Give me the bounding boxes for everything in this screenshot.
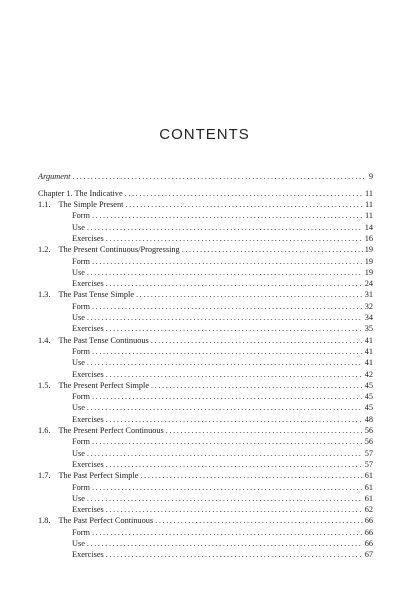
dot-leader — [92, 527, 363, 538]
dot-leader — [87, 267, 363, 278]
toc-subentry[interactable] — [38, 256, 373, 267]
toc-subentry[interactable] — [38, 222, 373, 233]
dot-leader — [106, 504, 363, 515]
toc-entry-label: The Present Perfect Continuous — [58, 426, 164, 436]
toc-entry-argument[interactable] — [38, 171, 373, 182]
toc-entry-label: Form — [72, 346, 90, 356]
toc-section-number: 1.2. — [38, 245, 51, 255]
dot-leader — [155, 515, 363, 526]
toc-subentry[interactable] — [38, 482, 373, 493]
toc-entry-chapter[interactable] — [38, 188, 373, 199]
toc-page-number: 19 — [364, 245, 373, 255]
toc-section-number: 1.7. — [38, 471, 51, 481]
toc-page-number: 41 — [364, 358, 373, 368]
toc-subentry[interactable] — [38, 369, 373, 380]
toc-page-number: 24 — [364, 279, 373, 289]
toc-section-entry[interactable] — [38, 515, 373, 526]
toc-entry-label: Chapter 1. The Indicative — [38, 188, 123, 198]
toc-entry-label: Form — [72, 301, 90, 311]
dot-leader — [106, 414, 363, 425]
toc-section-entry[interactable] — [38, 199, 373, 210]
toc-subentry[interactable] — [38, 391, 373, 402]
dot-leader — [136, 289, 363, 300]
toc-entry-label: Use — [72, 267, 85, 277]
table-of-contents — [38, 171, 373, 561]
toc-page-number: 35 — [364, 324, 373, 334]
toc-entry-label: Use — [72, 493, 85, 503]
dot-leader — [87, 493, 363, 504]
toc-entry-label: Use — [72, 403, 85, 413]
dot-leader — [106, 549, 363, 560]
toc-entry-label: The Past Perfect Simple — [58, 471, 139, 481]
dot-leader — [106, 278, 363, 289]
toc-section-number: 1.8. — [38, 516, 51, 526]
toc-page-number: 66 — [364, 516, 373, 526]
toc-entry-label: Argument — [38, 172, 71, 181]
toc-page-number: 41 — [364, 346, 373, 356]
dot-leader — [87, 448, 363, 459]
toc-section-entry[interactable] — [38, 470, 373, 481]
toc-page-number: 57 — [364, 448, 373, 458]
toc-page-number: 66 — [364, 539, 373, 548]
dot-leader — [72, 171, 366, 182]
toc-entry-label: Exercises — [72, 369, 104, 379]
toc-entry-label: Exercises — [72, 279, 104, 289]
dot-leader — [125, 199, 363, 210]
dot-leader — [87, 538, 363, 549]
toc-subentry[interactable] — [38, 210, 373, 221]
toc-page-number: 45 — [364, 392, 373, 402]
toc-section-number: 1.6. — [38, 426, 51, 436]
toc-subentry[interactable] — [38, 357, 373, 368]
dot-leader — [87, 402, 363, 413]
toc-section-number: 1.3. — [38, 290, 51, 300]
dot-leader — [92, 391, 363, 402]
toc-section-number: 1.1. — [38, 200, 51, 210]
dot-leader — [140, 470, 362, 481]
dot-leader — [92, 436, 363, 447]
toc-entry-label: Form — [72, 527, 90, 537]
toc-entry-label: Use — [72, 358, 85, 368]
toc-page-number: 32 — [364, 301, 373, 311]
dot-leader — [92, 256, 363, 267]
dot-leader — [106, 323, 363, 334]
toc-entry-label: Exercises — [72, 505, 104, 515]
toc-subentry[interactable] — [38, 448, 373, 459]
toc-section-entry[interactable] — [38, 335, 373, 346]
toc-page-number: 67 — [364, 550, 373, 560]
toc-subentry[interactable] — [38, 538, 373, 549]
toc-page-number: 9 — [368, 172, 373, 181]
dot-leader — [92, 210, 363, 221]
toc-entry-label: Form — [72, 211, 90, 221]
toc-subentry[interactable] — [38, 301, 373, 312]
toc-subentry[interactable] — [38, 527, 373, 538]
toc-section-entry[interactable] — [38, 244, 373, 255]
dot-leader — [92, 482, 363, 493]
toc-entry-label: The Past Perfect Continuous — [58, 516, 154, 526]
toc-section-number: 1.5. — [38, 380, 51, 390]
toc-page-number: 57 — [364, 459, 373, 469]
toc-page-number: 62 — [364, 505, 373, 515]
toc-page-number: 61 — [364, 493, 373, 503]
toc-subentry[interactable] — [38, 233, 373, 244]
toc-entry-label: Use — [72, 448, 85, 458]
toc-page-number: 19 — [364, 256, 373, 266]
dot-leader — [87, 222, 363, 233]
toc-section-entry[interactable] — [38, 425, 373, 436]
toc-page-number: 56 — [364, 437, 373, 447]
dot-leader — [166, 425, 363, 436]
toc-subentry[interactable] — [38, 436, 373, 447]
toc-entry-label: The Simple Present — [58, 200, 124, 210]
toc-entry-label: Form — [72, 482, 90, 492]
toc-subentry[interactable] — [38, 312, 373, 323]
toc-section-entry[interactable] — [38, 380, 373, 391]
toc-page-number: 11 — [365, 188, 373, 198]
toc-entry-label: Use — [72, 539, 85, 548]
toc-subentry[interactable] — [38, 278, 373, 289]
toc-page-number: 19 — [364, 267, 373, 277]
toc-page-number: 11 — [365, 200, 373, 210]
toc-page-number: 11 — [365, 211, 373, 221]
dot-leader — [92, 346, 363, 357]
toc-page-number: 45 — [364, 403, 373, 413]
dot-leader — [87, 312, 363, 323]
dot-leader — [106, 369, 363, 380]
toc-entry-label: Form — [72, 392, 90, 402]
toc-page-number: 48 — [364, 414, 373, 424]
toc-page-number: 56 — [364, 426, 373, 436]
toc-entry-label: Exercises — [72, 414, 104, 424]
toc-entry-label: The Present Continuous/Progressing — [58, 245, 180, 255]
toc-entry-label: Use — [72, 222, 85, 232]
toc-entry-label: Exercises — [72, 324, 104, 334]
toc-subentry[interactable] — [38, 267, 373, 278]
toc-subentry[interactable] — [38, 402, 373, 413]
toc-entry-label: Form — [72, 256, 90, 266]
toc-page-number: 61 — [364, 482, 373, 492]
toc-page-number: 45 — [364, 380, 373, 390]
toc-subentry[interactable] — [38, 323, 373, 334]
toc-entry-label: Use — [72, 313, 85, 323]
dot-leader — [106, 459, 363, 470]
dot-leader — [151, 380, 363, 391]
toc-subentry[interactable] — [38, 504, 373, 515]
toc-page-number: 14 — [364, 222, 373, 232]
toc-entry-label: The Past Tense Simple — [58, 290, 134, 300]
toc-subentry[interactable] — [38, 459, 373, 470]
toc-subentry[interactable] — [38, 493, 373, 504]
toc-entry-label: Form — [72, 437, 90, 447]
dot-leader — [87, 357, 363, 368]
toc-page-number: 66 — [364, 527, 373, 537]
toc-section-entry[interactable] — [38, 289, 373, 300]
toc-page-number: 41 — [364, 335, 373, 345]
toc-page-number: 34 — [364, 313, 373, 323]
toc-page-number: 16 — [364, 233, 373, 243]
toc-entry-label: The Present Perfect Simple — [58, 380, 150, 390]
dot-leader — [92, 301, 363, 312]
toc-entry-label: Exercises — [72, 233, 104, 243]
dot-leader — [151, 335, 363, 346]
page-title: CONTENTS — [159, 126, 250, 143]
toc-page-number: 42 — [364, 369, 373, 379]
toc-subentry[interactable] — [38, 346, 373, 357]
toc-section-number: 1.4. — [38, 335, 51, 345]
dot-leader — [125, 188, 363, 199]
toc-entry-label: Exercises — [72, 550, 104, 560]
toc-subentry[interactable] — [38, 414, 373, 425]
toc-page-number: 31 — [364, 290, 373, 300]
toc-entry-label: The Past Tense Continuous — [58, 335, 149, 345]
toc-entry-label: Exercises — [72, 459, 104, 469]
toc-subentry[interactable] — [38, 549, 373, 560]
dot-leader — [106, 233, 363, 244]
dot-leader — [182, 244, 363, 255]
toc-page-number: 61 — [364, 471, 373, 481]
